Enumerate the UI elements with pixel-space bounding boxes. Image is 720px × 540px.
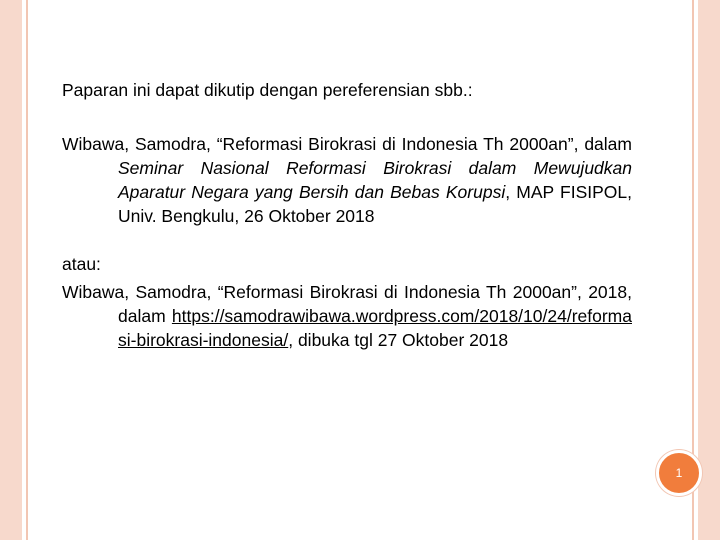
atau-label: atau: bbox=[62, 254, 101, 274]
reference-2-text: Wibawa, Samodra, “Reformasi Birokrasi di Indonesia Th 2000an”, 2018, dalam bbox=[62, 282, 632, 326]
page-number-badge bbox=[656, 450, 702, 496]
page-number: 1 bbox=[675, 466, 683, 480]
intro-text: Paparan ini dapat dikutip dengan pereferensian sbb.: bbox=[62, 80, 473, 100]
reference-1-text: Wibawa, Samodra, “Reformasi Birokrasi di Indonesia Th 2000an”, dalam bbox=[62, 134, 632, 154]
reference-2-tail: , dibuka tgl 27 Oktober 2018 bbox=[288, 330, 509, 350]
reference-2-link[interactable]: https://samodrawibawa.wordpress.com/2018/10/24/reformasi-birokrasi-indonesia/ bbox=[118, 306, 632, 350]
slide-content bbox=[62, 78, 632, 352]
left-border-line bbox=[26, 0, 28, 540]
reference-1-tail: , MAP FISIPOL, Univ. Bengkulu, 26 Oktober 2018 bbox=[118, 182, 632, 226]
left-border-band bbox=[0, 0, 22, 540]
reference-2 bbox=[62, 280, 632, 352]
reference-1 bbox=[62, 132, 632, 228]
right-border-band bbox=[698, 0, 720, 540]
reference-1-event: Seminar Nasional Reformasi Birokrasi dalam Mewujudkan Aparatur Negara yang Bersih dan Bebas Korupsi bbox=[118, 158, 632, 202]
